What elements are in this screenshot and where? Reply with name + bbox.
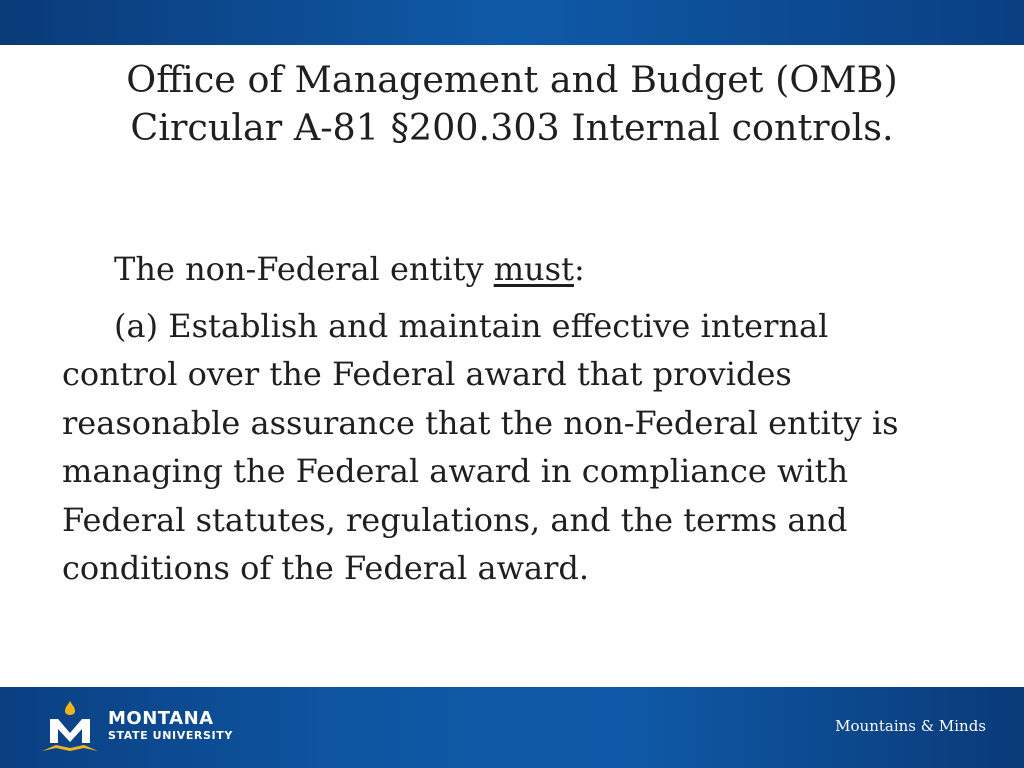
university-wordmark <box>108 709 233 743</box>
title-line-1: Office of Management and Budget (OMB) <box>126 58 898 101</box>
msu-m-logo-icon <box>38 699 102 755</box>
header-band <box>0 0 1024 45</box>
intro-prefix: The non-Federal entity <box>114 250 494 288</box>
paragraph-line-4: managing the Federal award in compliance with <box>62 452 849 490</box>
intro-emphasis: must <box>493 250 574 288</box>
tagline: Mountains & Minds <box>835 717 986 735</box>
paragraph-line-5: Federal statutes, regulations, and the terms and <box>62 500 848 539</box>
intro-suffix: : <box>573 250 585 288</box>
paragraph-line-3: reasonable assurance that the non-Federal entity is <box>62 403 899 442</box>
footer-band <box>0 687 1024 768</box>
paragraph-line-6: conditions of the Federal award. <box>62 549 590 587</box>
slide-title <box>0 56 1024 152</box>
slide-body <box>62 245 982 593</box>
university-name: MONTANA <box>108 708 214 729</box>
university-sub: STATE UNIVERSITY <box>108 729 233 742</box>
title-line-2: Circular A-81 §200.303 Internal controls. <box>130 106 894 149</box>
paragraph-line-2: control over the Federal award that provides <box>62 355 792 393</box>
intro-line <box>62 245 982 294</box>
paragraph-line-1: (a) Establish and maintain effective internal <box>114 306 829 345</box>
